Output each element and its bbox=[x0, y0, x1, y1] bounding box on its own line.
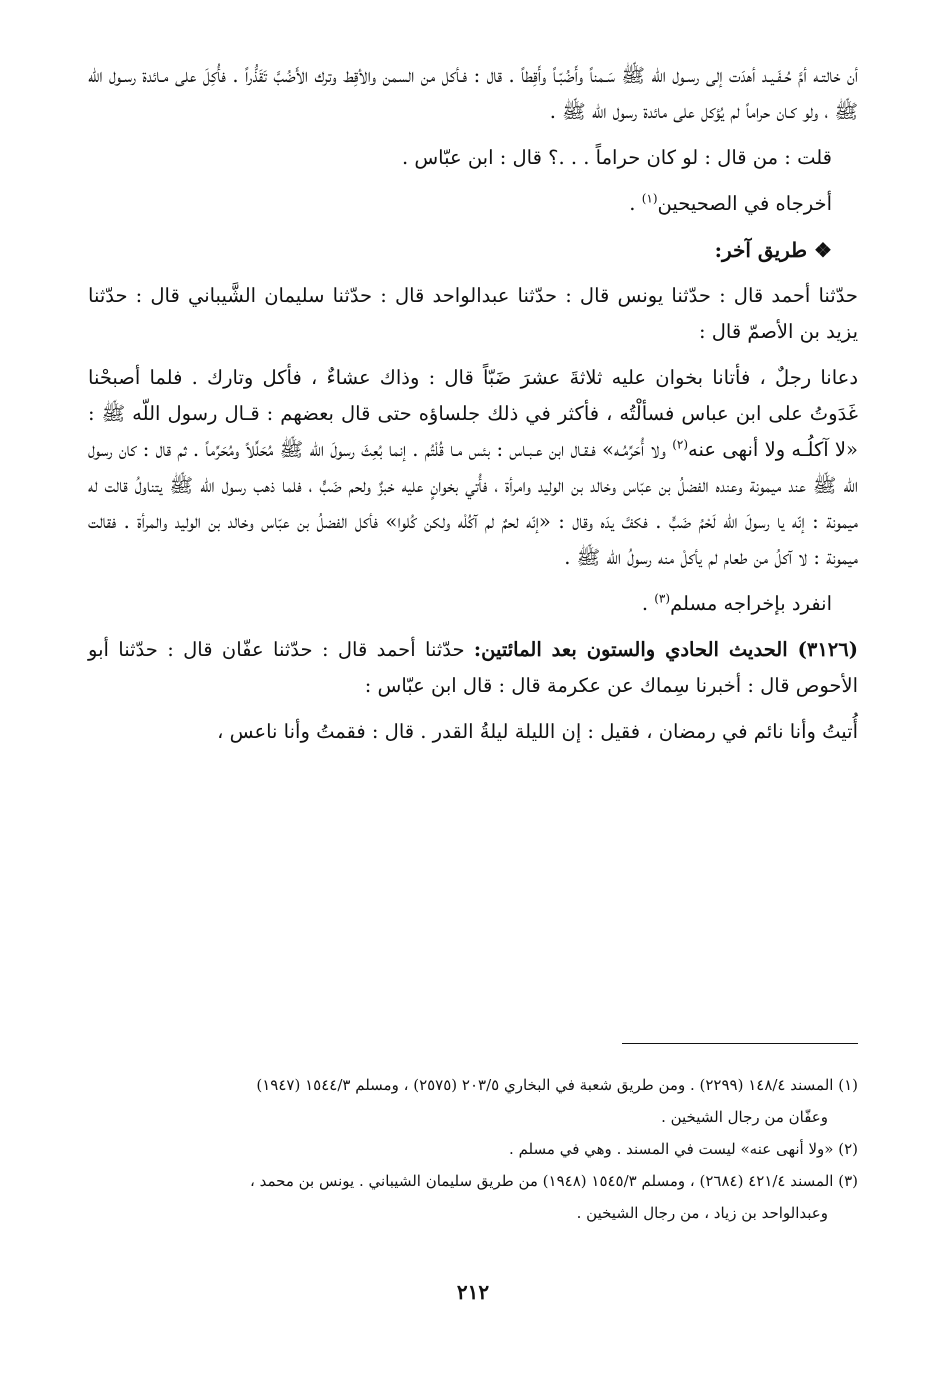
paragraph-7-rest: حدّثنا أحمد قال : حدّثنا عفّان قال : حدّثنا أبو الأحوص قال : أخبرنا سِماك عن عكرمة قال : قال ابن عبّاس : bbox=[88, 638, 858, 697]
footnotes bbox=[88, 1070, 858, 1230]
paragraph-7 bbox=[88, 632, 858, 704]
footnote-divider bbox=[622, 1043, 858, 1044]
hadith-heading: (٣١٢٦) الحديث الحادي والستون بعد المائتين: bbox=[473, 638, 858, 661]
footnote-2: (٢) «ولا أنهى عنه» ليست في المسند . وهي في مسلم . bbox=[509, 1140, 858, 1158]
paragraph-3-end: . bbox=[629, 192, 642, 215]
paragraph-1: أن خالتـه أمَّ حُـفَـيـد أهدَت إلى رسـول اللّه ﷺ سَـمناً وأَضُبّـاً وأَقِطاً . قال : فـأكل من السمن والأقِط وترك الأَضُبَّ تَقَذُّراً . فأُكِلَ على مـائدة رسـول اللّه ﷺ ، ولو كـان حراماً لم يُؤكل على مائدة رسول اللّه ﷺ . bbox=[88, 64, 858, 123]
paragraph-3 bbox=[88, 186, 858, 222]
footnote-ref-3[interactable]: (٣) bbox=[654, 591, 671, 606]
footnote-ref-2[interactable]: (٢) bbox=[672, 437, 689, 452]
paragraph-6-text: انفرد بإخراجه مسلم bbox=[670, 592, 832, 615]
footnote-1-continued: وعفّان من رجال الشيخين . bbox=[661, 1108, 828, 1126]
page-number: ٢١٢ bbox=[456, 1280, 490, 1304]
footnote-1: (١) المسند ١٤٨/٤ (٢٢٩٩) . ومن طريق شعبة في البخاري ٢٠٣/٥ (٢٥٧٥) ، ومسلم ١٥٤٤/٣ (١٩٤٧) bbox=[256, 1076, 858, 1094]
paragraph-3-text: أخرجاه في الصحيحين bbox=[657, 192, 832, 215]
paragraph-8: أُتيتُ وأنا نائم في رمضان ، فقيل : إن الليلة ليلةُ القدر . قال : فقمتُ وأنا ناعس ، bbox=[217, 720, 858, 743]
section-heading: ❖ طريق آخر: bbox=[714, 238, 832, 262]
paragraph-5-part-a: دعانا رجلٌ ، فأتانا بخوان عليه ثلاثةَ عشرَ ضَبّاً قال : وذاك عشاءٌ ، فأكل وتارك . فلما أصبحْنا غَدَوتُ على ابن عباس فسألْتُه ، فأكثر في ذلك جلساؤه حتى قال بعضهم : قـال رسول اللّه ﷺ : «لا آكلُـه ولا أنهى عنه bbox=[88, 366, 858, 461]
paragraph-4: حدّثنا أحمد قال : حدّثنا يونس قال : حدّثنا عبدالواحد قال : حدّثنا سليمان الشَّيباني قال : حدّثنا يزيد بن الأصمّ قال : bbox=[88, 284, 858, 343]
paragraph-6 bbox=[88, 586, 858, 622]
footnote-3-continued: وعبدالواحد بن زياد ، من رجال الشيخين . bbox=[576, 1204, 828, 1222]
paragraph-5 bbox=[88, 360, 858, 576]
footnote-3: (٣) المسند ٤٢١/٤ (٢٦٨٤) ، ومسلم ١٥٤٥/٣ (١٩٤٨) من طريق سليمان الشيباني . يونس بن محمد ، bbox=[249, 1172, 858, 1190]
paragraph-2: قلت : من قال : لو كان حراماً . . .؟ قال : ابن عبّاس . bbox=[401, 146, 832, 169]
main-text bbox=[88, 58, 858, 760]
footnote-ref-1[interactable]: (١) bbox=[641, 191, 658, 206]
paragraph-5-part-b: ولا أُحَرِّمُـه» فـقـال ابن عـبـاس : بئس مـا قُلْتُم . إنما بُعِثَ رسولَ اللّه ﷺ مُحَلِّلاً ومُحَرِّماً . ثم قال : كان رسول اللّه ﷺ عند ميمونة وعنده الفضلُ بن عبّاس وخالد بن الوليد وامرأة ، فأُتي بخوانٍ عليه خبزٌ ولحم ضَبٍّ ، فلما ذهب رسول اللّه ﷺ يتناولُ قالت له ميمونة : إنّه يا رسولَ اللّه لَحْمُ ضَبٍّ . فكفَّ يدَه وقال : «إنّه لحمٌ لم آكُلْه ولكن كُلوا» فأكل الفضلُ بن عبّاس وخالد بن الوليد والمرأة . فقالت ميمونة : لا آكلُ من طعام لم يأكلْ منه رسولُ اللّه ﷺ . bbox=[88, 438, 858, 569]
paragraph-6-end: . bbox=[641, 592, 655, 615]
